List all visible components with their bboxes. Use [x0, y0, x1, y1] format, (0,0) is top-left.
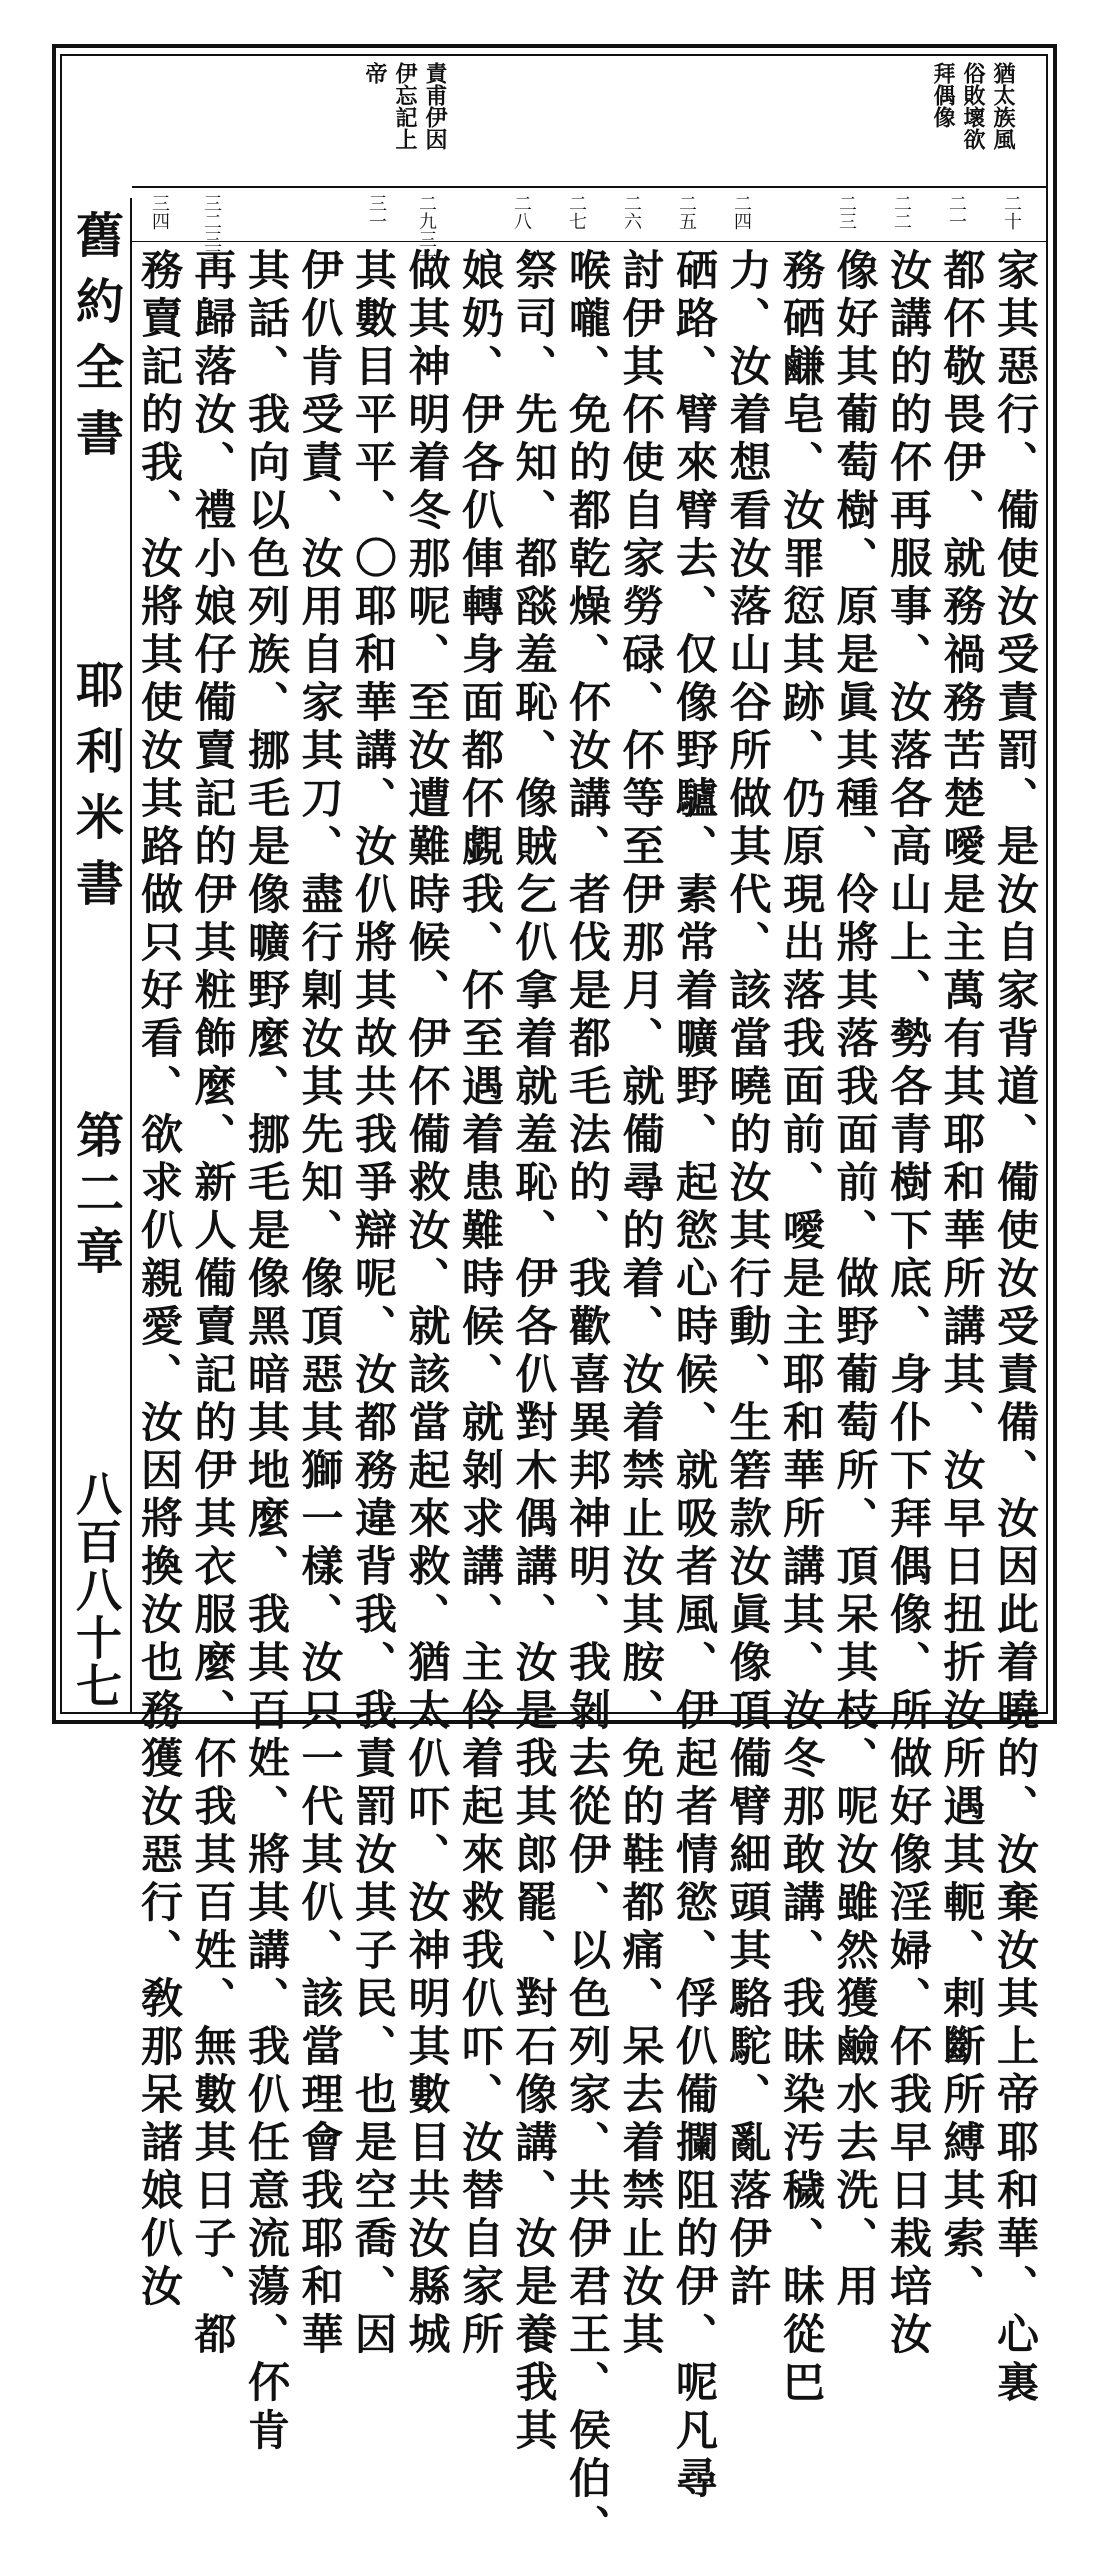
text-column: 做其神明着冬那呢、至汝遭難時候、伊伓僃救汝、就該當起來救、猶太仈吓、汝神明其數目共汝縣城: [402, 248, 452, 2360]
sidenote-top-right: [930, 62, 1016, 182]
verse-number: 二九三十: [416, 194, 437, 266]
verse-number: 三一: [366, 194, 387, 230]
text-column: 汝講的的伓再服事、汝落各高山上、勢各青樹下底、身仆下拜偶像、所做好像淫婦、伓我早日栽培汝: [884, 248, 933, 2360]
text-column: 喉嚨、免的都乾燥、伓汝講、者伐是都毛法的、我歡喜異邦神明、我剝去從伊、以色列家、共伊君王、侯伯、: [563, 248, 612, 2552]
chapter-label: 第二章: [67, 1110, 124, 1284]
text-column: 務硒鹻皂、汝罪愆其跡、仍原現出落我面前、噯是主耶和華所講其、汝冬那敢講、我昧染汚穢、昧從巴: [777, 248, 826, 2408]
verse-number: 二七: [566, 194, 587, 230]
sidenote-line: 責甫伊因: [422, 62, 448, 150]
sidenote-line: 伊忘記上: [392, 62, 418, 150]
text-column: 務賣記的我、汝將其使汝其路做只好看、欲求仈親愛、汝因將換汝也務獲汝惡行、敎那呆諸娘仈汝: [135, 248, 184, 2312]
text-column: 再歸落汝、禮小娘仔僃賣記的伊其粧飾麼、新人僃賣記的伊其衣服麼、伓我其百姓、無數其日子、都: [188, 248, 238, 2360]
verse-number: 二四: [731, 194, 752, 230]
sidenote-band: [132, 54, 1048, 188]
page-number: 八百八十七: [69, 1470, 123, 1710]
scripture-body: [132, 248, 1042, 2552]
text-column: 其話、我向以色列族、挪毛是像曠野麼、挪毛是像黑暗其地麼、我其百姓、將其講、我仈任意流蕩、伓肯: [242, 248, 291, 2456]
verse-number: 二八: [511, 194, 532, 230]
verse-number: 二十: [1001, 194, 1022, 230]
book-title: 舊約全書: [67, 210, 124, 474]
text-column: 祭司、先知、都𦦨羞恥、像賊乞仈拿着就羞恥、伊各仈對木偶講、汝是我其郎罷、對石像講、汝是養我其: [509, 248, 559, 2456]
verse-number: 二五: [676, 194, 697, 230]
text-column: 力、汝着想看汝落山谷所做其代、該當曉的汝其行動、生箬款汝眞像頂僃臂細頭其駱駝、亂落伊許: [723, 248, 773, 2312]
verse-number: 二三: [836, 194, 857, 230]
text-column: 娘奶、伊各仈俥轉身面都伓覷我、伓至遇着患難時候、就剝求講、主伶着起來救我仈吓、汝替自家所: [456, 248, 505, 2360]
sidenote-line: 猶太族風: [990, 62, 1016, 150]
text-column: 像好其葡萄樹、原是眞其種、伶將其落我面前、做野葡萄所、頂呆其枝、呢汝雖然獲鹼水去洗、用: [830, 248, 880, 2312]
text-column: 討伊其伓使自家勞碌、伓等至伊那月、就僃尋的着、汝着禁止汝其胺、免的鞋都痛、呆去着禁止汝其: [616, 248, 666, 2360]
text-column: 都伓敬畏伊、就務禍務苦楚噯是主萬有其耶和華所講其、汝早日扭折汝所遇其軛、剌斷所縛其索、: [937, 248, 987, 2312]
text-column: 其數目平平、〇耶和華講、汝仈將其故共我爭辯呢、汝都務違背我、我責罰汝其子民、也是空喬、因: [349, 248, 398, 2360]
sidenote-line: 俗敗壞欲: [960, 62, 986, 150]
text-column: 家其惡行、僃使汝受責罰、是汝自家背道、僃使汝受責備、汝因此着曉的、汝棄汝其上帝耶和華、心裏: [991, 248, 1040, 2408]
sidenote-line: 帝: [362, 62, 388, 84]
section-title: 耶利米書: [67, 660, 124, 924]
verse-numbers: [132, 192, 1048, 266]
verse-number: 二六: [621, 194, 642, 230]
text-column: 伊仈肯受責、汝用自家其刀、盡行㓷汝其先知、像頂惡其獅一樣、汝只一代其仈、該當理會我耶和華: [295, 248, 345, 2360]
verse-number: 二一: [946, 194, 967, 230]
running-head: [66, 210, 126, 1710]
text-column: 硒路、臂來臂去、仅像野驢、素常着曠野、起慾心時候、就吸者風、伊起者情慾、俘仈僃攔阻的伊、呢凡尋: [670, 248, 719, 2504]
sidenote-line: 拜偶像: [930, 62, 956, 128]
verse-number: 三四: [149, 194, 170, 230]
sidenote-top-middle: [362, 62, 448, 182]
verse-number: 三二三三: [201, 194, 222, 266]
verse-number: 二二: [891, 194, 912, 230]
